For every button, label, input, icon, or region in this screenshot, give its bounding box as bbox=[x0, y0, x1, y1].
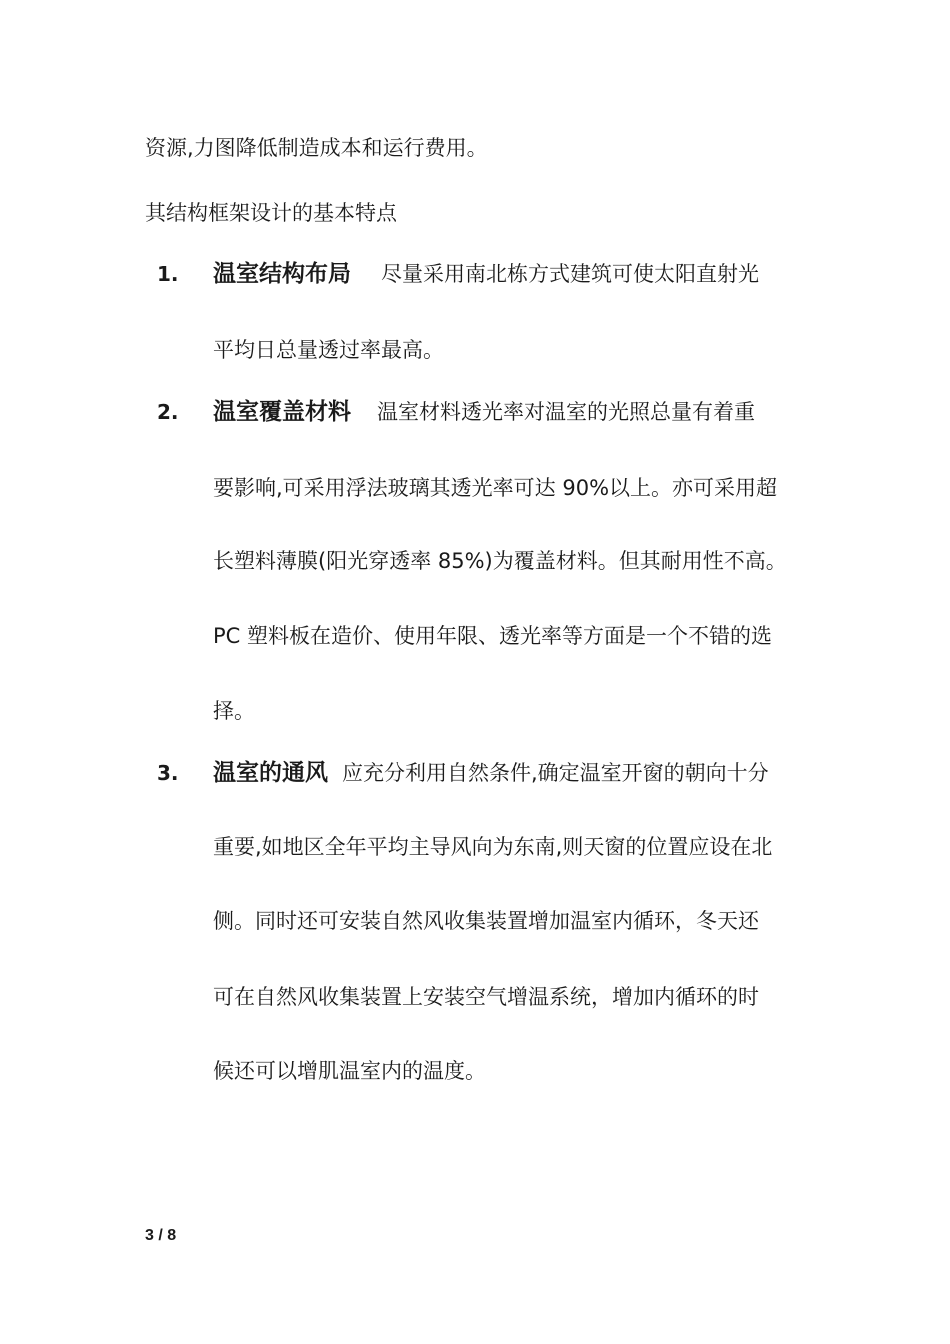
list-item-3-line-4: 可在自然风收集装置上安装空气增温系统，增加内循环的时 bbox=[213, 985, 759, 1009]
list-item-3-line-3: 侧。同时还可安装自然风收集装置增加温室内循环，冬天还 bbox=[213, 909, 759, 933]
list-item-2-line-3: 长塑料薄膜(阳光穿透率 85%)为覆盖材料。但其耐用性不高。 bbox=[213, 549, 787, 573]
intro-line-1: 资源,力图降低制造成本和运行费用。 bbox=[145, 136, 488, 160]
list-item-2-text-1: 温室材料透光率对温室的光照总量有着重 bbox=[377, 400, 755, 424]
list-item-1-text-1: 尽量采用南北栋方式建筑可使太阳直射光 bbox=[381, 262, 759, 286]
intro-line-2: 其结构框架设计的基本特点 bbox=[145, 201, 397, 225]
list-item-2-line-2: 要影响,可采用浮法玻璃其透光率可达 90%以上。亦可采用超 bbox=[213, 476, 778, 500]
list-item-2-line-4: PC 塑料板在造价、使用年限、透光率等方面是一个不错的选 bbox=[213, 624, 772, 648]
list-item-heading-3: 温室的通风 bbox=[213, 760, 328, 786]
list-item-heading-1: 温室结构布局 bbox=[213, 261, 351, 287]
list-item-3-line-5: 候还可以增肌温室内的温度。 bbox=[213, 1059, 486, 1083]
list-item-number-1: 1. bbox=[157, 262, 179, 286]
list-item-heading-2: 温室覆盖材料 bbox=[213, 399, 351, 425]
page-number: 3 / 8 bbox=[145, 1227, 177, 1244]
list-item-3-line-1 bbox=[213, 759, 769, 787]
list-item-2-line-1 bbox=[213, 398, 755, 426]
list-item-number-2: 2. bbox=[157, 400, 179, 424]
list-item-1-line-2: 平均日总量透过率最高。 bbox=[213, 338, 444, 362]
list-item-1-line-1 bbox=[213, 260, 759, 288]
list-item-2-line-5: 择。 bbox=[213, 699, 255, 723]
list-item-number-3: 3. bbox=[157, 761, 179, 785]
list-item-3-text-1: 应充分利用自然条件,确定温室开窗的朝向十分 bbox=[342, 761, 769, 785]
list-item-3-line-2: 重要,如地区全年平均主导风向为东南,则天窗的位置应设在北 bbox=[213, 835, 773, 859]
